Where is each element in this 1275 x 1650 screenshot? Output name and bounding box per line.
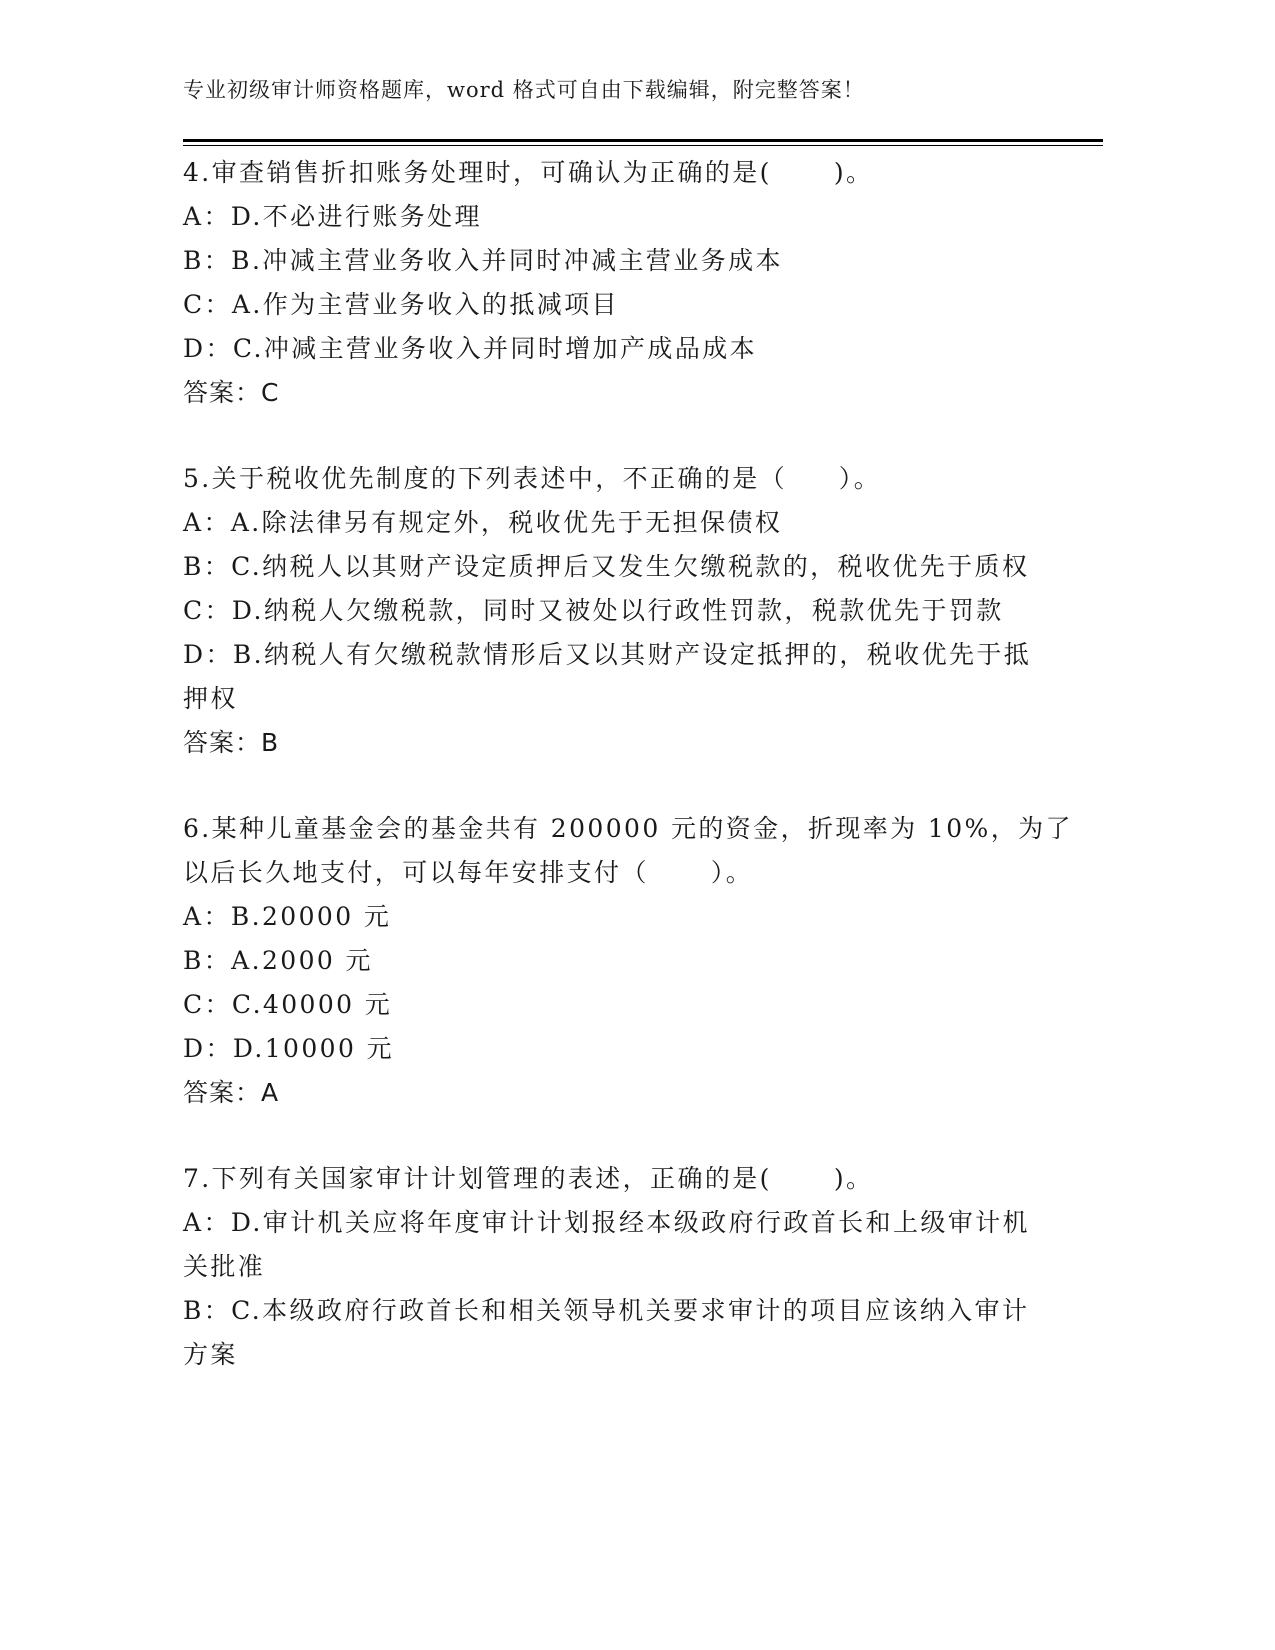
question-stem: 6.某种儿童基金会的基金共有 200000 元的资金，折现率为 10%，为了 [183, 814, 1073, 843]
question-block [183, 151, 1083, 415]
question-block [183, 807, 1083, 1115]
answer-option: B：A.2000 元 [183, 946, 373, 975]
question-block [183, 457, 1083, 765]
answer-option: B：C.纳税人以其财产设定质押后又发生欠缴税款的，税收优先于质权 [183, 552, 1030, 581]
question-block [183, 1157, 1083, 1377]
answer-option: A：D.审计机关应将年度审计计划报经本级政府行政首长和上级审计机 [183, 1208, 1030, 1237]
question-stem: 5.关于税收优先制度的下列表述中，不正确的是（ ）。 [183, 464, 882, 493]
answer-key: 答案：A [183, 1078, 280, 1107]
answer-option: 关批准 [183, 1252, 266, 1281]
answer-option: D：D.10000 元 [183, 1034, 395, 1063]
answer-option: 押权 [183, 684, 238, 713]
answer-option: D：C.冲减主营业务收入并同时增加产成品成本 [183, 334, 758, 363]
question-list [183, 151, 1083, 1419]
header-rule-thin [183, 145, 1103, 146]
answer-option: C：C.40000 元 [183, 990, 393, 1019]
question-stem: 7.下列有关国家审计计划管理的表述，正确的是( )。 [183, 1164, 874, 1193]
question-stem: 以后长久地支付，可以每年安排支付（ ）。 [183, 858, 754, 887]
answer-option: B：B.冲减主营业务收入并同时冲减主营业务成本 [183, 246, 783, 275]
header-rule-thick [183, 139, 1103, 142]
question-stem: 4.审查销售折扣账务处理时，可确认为正确的是( )。 [183, 158, 874, 187]
answer-option: A：A.除法律另有规定外，税收优先于无担保债权 [183, 508, 783, 537]
answer-key: 答案：C [183, 378, 280, 407]
answer-option: B：C.本级政府行政首长和相关领导机关要求审计的项目应该纳入审计 [183, 1296, 1030, 1325]
answer-option: 方案 [183, 1340, 238, 1369]
answer-option: A：B.20000 元 [183, 902, 392, 931]
answer-option: A：D.不必进行账务处理 [183, 202, 482, 231]
answer-option: C：A.作为主营业务收入的抵减项目 [183, 290, 619, 319]
answer-key: 答案：B [183, 728, 280, 757]
page-header: 专业初级审计师资格题库，word 格式可自由下载编辑，附完整答案！ [183, 78, 865, 102]
answer-option: D：B.纳税人有欠缴税款情形后又以其财产设定抵押的，税收优先于抵 [183, 640, 1032, 669]
answer-option: C：D.纳税人欠缴税款，同时又被处以行政性罚款，税款优先于罚款 [183, 596, 1004, 625]
